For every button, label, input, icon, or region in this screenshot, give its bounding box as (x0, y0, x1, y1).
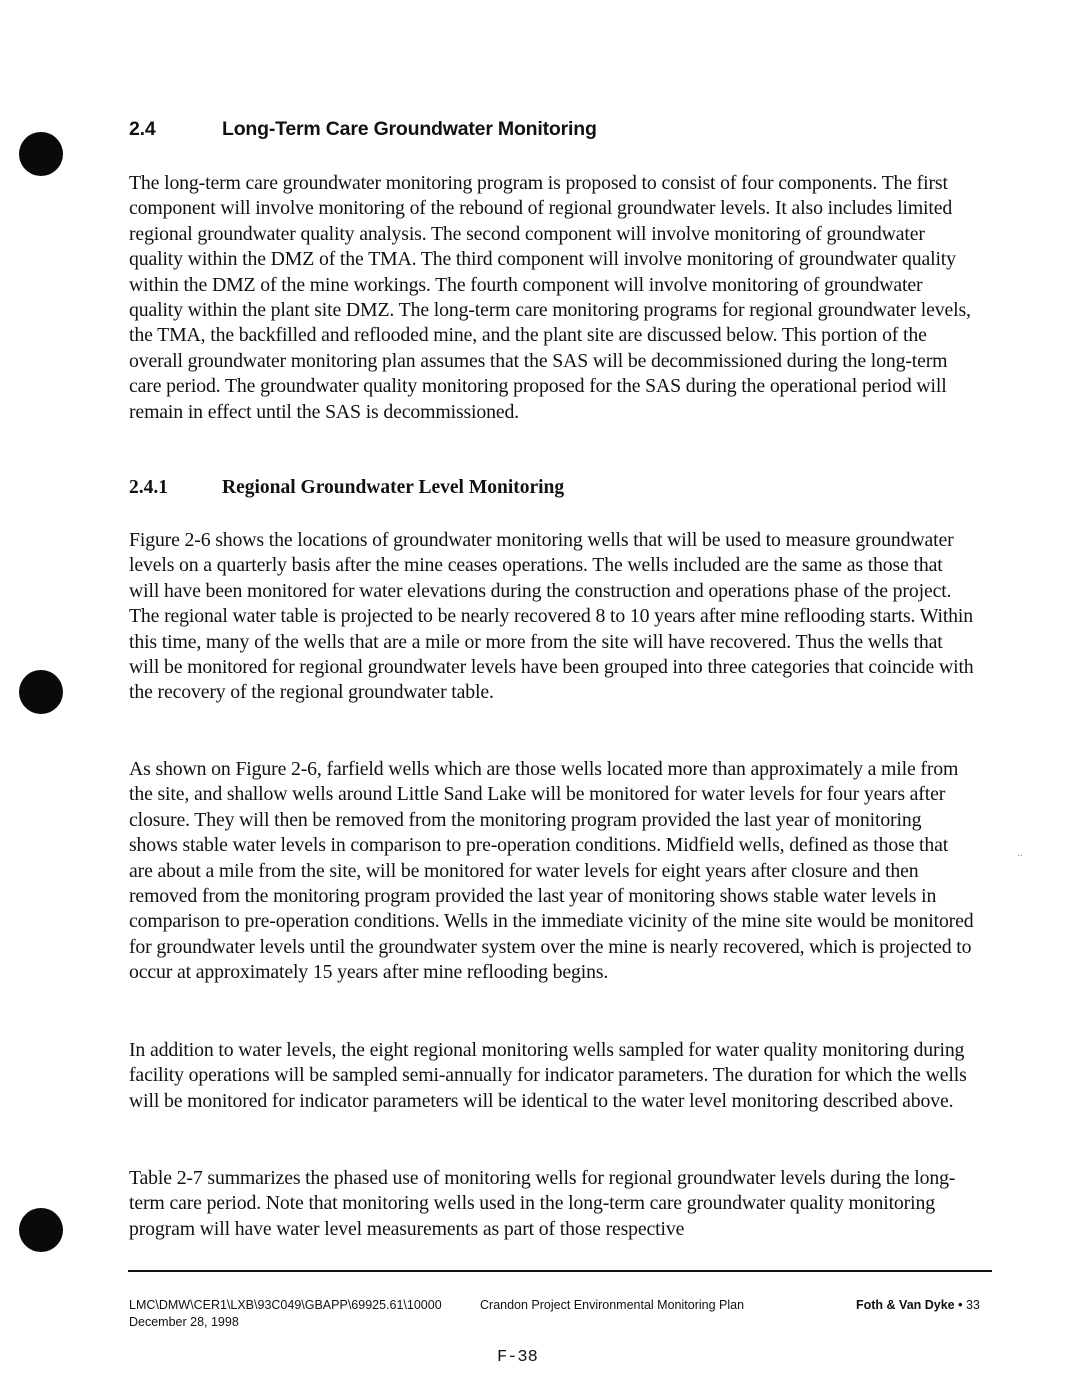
section-heading (129, 118, 989, 141)
section-number: 2.4 (129, 118, 156, 140)
paragraph-water-quality: In addition to water levels, the eight regional monitoring wells sampled for water quality monitoring during facility operations will be sampled semi-annually for indicator parameters. The duration for which the wells will be monitored for indicator parameters will be identical to the water level monitoring described above. (129, 1039, 967, 1112)
section-paragraph: The long-term care groundwater monitoring program is proposed to consist of four components. The first component will involve monitoring of the rebound of regional groundwater levels. It also includes limited regional groundwater quality analysis. The second component will involve monitoring of groundwater quality within the DMZ of the TMA. The third component will involve monitoring of groundwater quality within the DMZ of the mine workings. The fourth component will involve monitoring of groundwater quality within the plant site DMZ. The long-term care monitoring programs for regional groundwater levels, the TMA, the backfilled and reflooded mine, and the plant site are discussed below. This portion of the overall groundwater monitoring plan assumes that the SAS will be decommissioned during the long-term care period. The groundwater quality monitoring proposed for the SAS during the operational period will remain in effect until the SAS is decommissioned. (129, 172, 971, 423)
margin-mark: .. (1017, 848, 1023, 859)
footer-rule (128, 1270, 992, 1272)
footer-right (856, 1297, 980, 1314)
subsection-heading (129, 477, 989, 499)
binder-hole-bottom (19, 1208, 63, 1252)
paragraph-table-summary: Table 2-7 summarizes the phased use of monitoring wells for regional groundwater levels during the long-term care period. Note that monitoring wells used in the long-term care groundwater quality monitoring program will have water level measurements as part of those respective (129, 1167, 956, 1240)
section-title: Long-Term Care Groundwater Monitoring (222, 118, 597, 140)
binder-hole-middle (19, 670, 63, 714)
footer-left (129, 1297, 442, 1331)
subsection-number: 2.4.1 (129, 477, 168, 498)
subsection-title: Regional Groundwater Level Monitoring (222, 477, 565, 498)
footer-company: Foth & Van Dyke (856, 1298, 955, 1312)
footer-document-title: Crandon Project Environmental Monitoring Plan (480, 1298, 745, 1312)
footer-file-path: LMC\DMW\CER1\LXB\93C049\GBAPP\69925.61\10000 (129, 1298, 442, 1312)
paragraph-wells-overview: Figure 2-6 shows the locations of groundwater monitoring wells that will be used to measure groundwater levels on a quarterly basis after the mine ceases operations. The wells included are the same as those that will have been monitored for water elevations during the construction and operations phase of the project. The regional water table is projected to be nearly recovered 8 to 10 years after mine reflooding starts. Within this time, many of the wells that are a mile or more from the site will have recovered. Thus the wells that will be monitored for regional groundwater levels have been grouped into three categories that coincide with the recovery of the regional groundwater table. (129, 529, 974, 704)
footer-date: December 28, 1998 (129, 1315, 239, 1329)
footer-page-number: 33 (965, 1298, 980, 1312)
binder-hole-top (19, 132, 63, 176)
footer-separator: • (954, 1298, 966, 1312)
page-stamp: F-38 (497, 1348, 538, 1367)
paragraph-well-categories: As shown on Figure 2-6, farfield wells which are those wells located more than approximately a mile from the site, and shallow wells around Little Sand Lake will be monitored for water levels for four years after closure. They will then be removed from the monitoring program provided the last year of monitoring shows stable water levels in comparison to pre-operation conditions. Midfield wells, defined as those that are about a mile from the site, will be monitored for water levels for eight years after closure and then removed from the monitoring program provided the last year of monitoring shows stable water levels in comparison to pre-operation conditions. Wells in the immediate vicinity of the mine site would be monitored for groundwater levels until the groundwater system over the mine is nearly recovered, which is projected to occur at approximately 15 years after mine reflooding begins. (129, 758, 974, 984)
